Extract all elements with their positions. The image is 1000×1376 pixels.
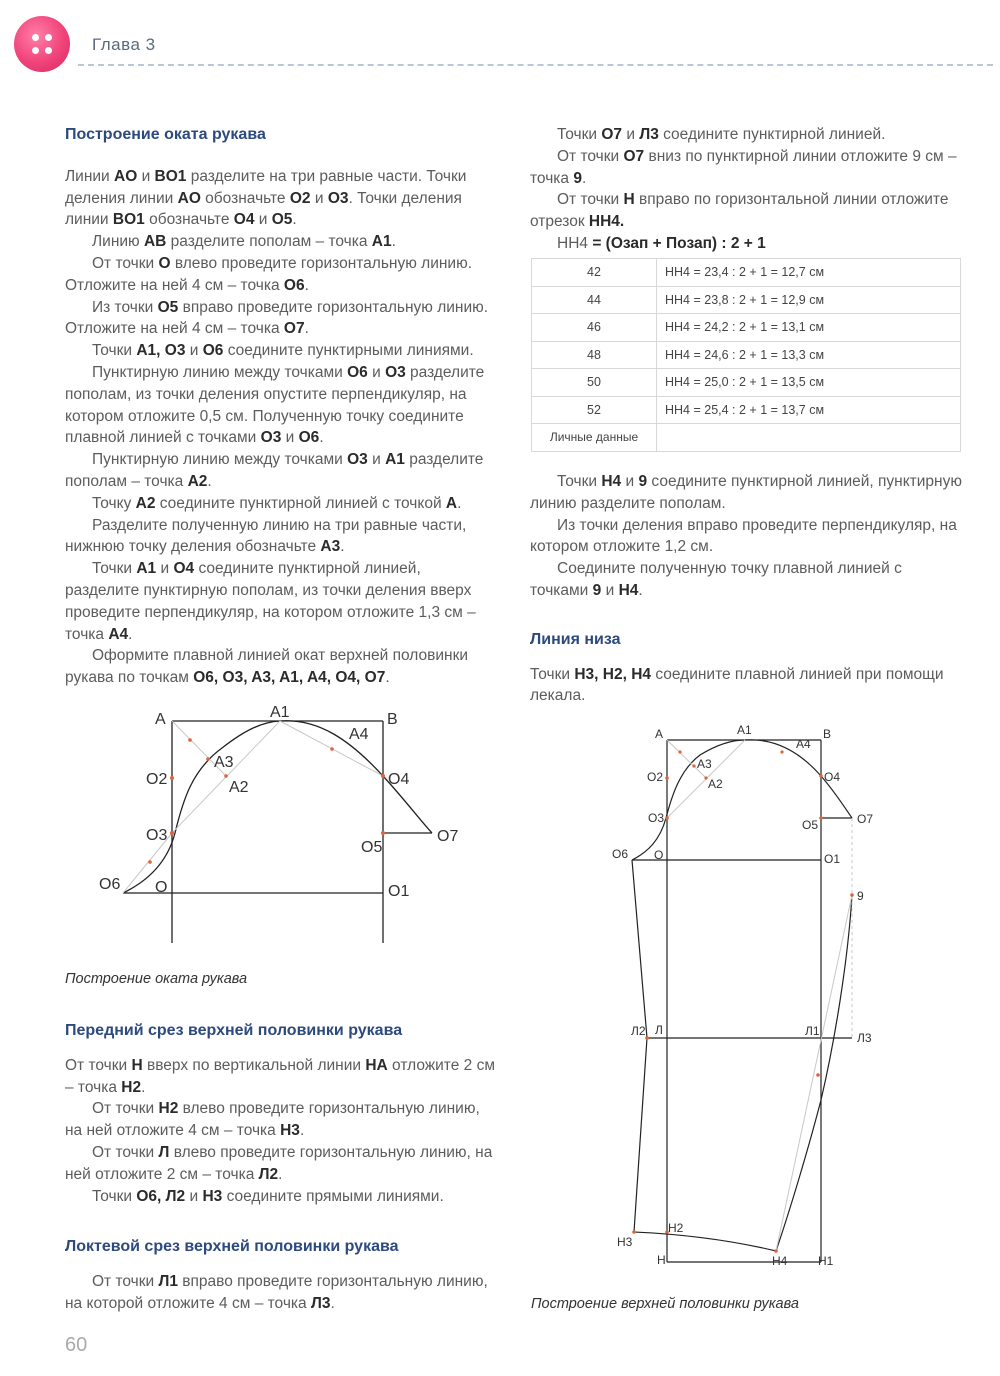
paragraph: Из точки O5 вправо проведите горизонтальную линию. Отложите на ней 4 см – точка O7. [65,298,489,338]
point-name: A [445,494,458,512]
point-name: Н [131,1056,143,1074]
label-A2: A2 [708,777,723,791]
label-A4: A4 [796,737,811,751]
size-cell: 42 [532,259,657,287]
point-name: Л1 [158,1273,178,1291]
point-name: O4 [173,560,195,578]
point-name: Н3, Н2, Н4 [574,665,652,683]
paragraph: Из точки деления вправо проведите перпендикуляр, на котором отложите 1,2 см. [530,516,957,556]
point-name: A1 [385,451,405,469]
point-name: A2 [187,472,208,490]
point-name: Н4 [618,581,639,599]
point-name: 9 [592,581,602,599]
value-cell: НН4 = 23,4 : 2 + 1 = 12,7 см [657,259,961,287]
point-name: A1 [136,560,157,578]
paragraph: Точки O7 и Л3 соедините пунктирной линией. [557,126,886,143]
point-name: O3 [327,189,349,207]
point-name: Л3 [639,126,659,143]
page-number: 60 [65,1334,88,1356]
label-A4: A4 [349,726,369,743]
sewing-button-icon [14,16,70,72]
point-name: Н2 [158,1100,179,1118]
point-name: O3 [260,429,282,447]
label-A1: A1 [737,723,752,737]
point-name: Л3 [310,1294,331,1312]
point-name: O6 [298,429,320,447]
point-marker [330,747,334,751]
point-name: BO1 [112,211,145,229]
point-marker [692,764,695,767]
size-cell: 46 [532,314,657,342]
size-cell: 44 [532,286,657,314]
guide-line [776,895,852,1251]
point-name: O6 [202,342,224,360]
label-O5: O5 [802,818,819,832]
value-cell: НН4 = 23,8 : 2 + 1 = 12,9 см [657,286,961,314]
point-marker [678,750,681,753]
point-name: O7 [601,126,623,143]
paragraph: Точки Н3, Н2, Н4 соедините плавной линией при помощи лекала. [530,665,944,705]
label-H: Н [657,1253,666,1267]
right-column-top [530,124,962,255]
label-B: B [823,727,832,741]
point-name: O [158,254,171,272]
paragraph: Оформите плавной линией окат верхней половинки рукава по точкам O6, O3, A3, A1, A4, O4, O7. [65,647,469,687]
point-name: O7 [623,147,645,165]
point-name: НА [365,1056,388,1074]
paragraph: Пунктирную линию между точками O3 и A1 разделите пополам – точка A2. [65,451,484,490]
formula: НН4 = (Озап + Позап) : 2 + 1 [557,234,766,252]
paragraph: Разделите полученную линию на три равные части, нижнюю точку деления обозначьте A3. [65,516,467,556]
paragraph: Соедините полученную точку плавной линией с точками 9 и Н4. [530,560,902,599]
paragraph: От точки Н вверх по вертикальной линии НА отложите 2 см – точка Н2. [65,1056,495,1096]
label-L2: Л2 [631,1024,646,1038]
label-H3: Н3 [617,1235,633,1249]
table-row [532,286,961,314]
point-marker [774,1249,778,1253]
label-L1: Л1 [805,1024,820,1038]
label-O: O [654,848,664,862]
point-name: O2 [289,189,311,207]
label-O: O [155,879,168,896]
label-A3: A3 [697,757,712,771]
point-marker [188,738,192,742]
point-name: O5 [271,211,293,229]
label-9: 9 [857,889,864,903]
point-name: Н2 [121,1078,142,1096]
point-name: O6 [347,363,368,381]
left-column-bottom [65,1020,497,1315]
point-marker [381,831,385,835]
point-name: O6, Л2 [136,1187,186,1205]
label-O6: O6 [612,847,629,861]
table-row [532,341,961,369]
label-O1: O1 [388,883,410,900]
label-O3: O3 [146,827,168,844]
point-marker [645,1036,649,1040]
upper-sleeve-diagram [600,718,890,1273]
paragraph: Точки Н4 и 9 соедините пунктирной линией, пунктирную линию разделите пополам. [530,473,962,512]
point-marker [170,831,174,835]
label-O2: O2 [146,771,168,788]
label-A1: A1 [270,704,290,721]
point-marker [850,893,854,897]
point-marker [665,816,669,820]
point-name: 9 [638,473,648,490]
right-column-middle [530,471,962,707]
size-cell: 50 [532,369,657,397]
table-row [532,369,961,397]
paragraph: Линии AO и BO1 разделите на три равные части. Точки деления линии AO обозначьте O2 и O3. Точки деления линии BO1 обозначьте O4 и O5. [65,167,467,229]
point-name: AB [143,233,167,251]
point-marker [819,816,823,820]
heading-elbow-cut: Локтевой срез верхней половинки рукава [65,1238,399,1256]
label-O3: O3 [648,811,665,825]
label-A3: A3 [214,754,234,771]
value-cell: НН4 = 24,6 : 2 + 1 = 13,3 см [657,341,961,369]
front-cut-line [632,860,647,1232]
point-name: = (Озап + Позап) : 2 + 1 [588,234,766,252]
value-cell: НН4 = 25,0 : 2 + 1 = 13,5 см [657,369,961,397]
caption-upper-sleeve: Построение верхней половинки рукава [531,1296,799,1312]
label-O1: O1 [824,852,841,866]
point-name: Л2 [258,1165,279,1183]
label-L3: Л3 [857,1031,872,1045]
heading-front-cut: Передний срез верхней половинки рукава [65,1022,403,1039]
point-name: Н3 [280,1122,300,1140]
point-name: A3 [320,538,341,556]
point-name: O4 [233,211,255,229]
point-name: Н4 [601,473,622,490]
label-A2: A2 [229,779,249,796]
paragraph: От точки O7 вниз по пунктирной линии отложите 9 см – точка 9. [530,147,957,187]
header-divider [78,64,993,66]
label-A: A [655,727,664,741]
paragraph: Точки O6, Л2 и Н3 соедините прямыми линиями. [92,1187,444,1205]
point-name: Н [623,191,635,209]
label-H2: Н2 [668,1221,684,1235]
paragraph: Пунктирную линию между точками O6 и O3 разделите пополам, из точки деления опустите перпендикуляр, на котором отложите 0,5 см. Полученную точку соедините плавной линией с точками O3 и O6. [65,363,485,447]
point-name: BO1 [154,167,187,185]
paragraph: Линию AB разделите пополам – точка A1. [92,233,396,251]
point-name: O6, O3, A3, A1, A4, O4, O7 [193,669,386,687]
point-marker [780,750,783,753]
label-O4: O4 [824,770,841,784]
chapter-title: Глава 3 [92,35,156,54]
point-name: O6 [283,276,305,294]
point-name: A1, O3 [136,342,186,360]
label-O7: O7 [437,828,459,845]
point-marker [816,1073,820,1077]
point-name: O3 [385,363,406,381]
sleeve-cap-diagram [90,698,470,948]
point-marker [665,776,669,780]
point-marker [819,774,823,778]
point-marker [632,1230,636,1234]
size-cell: 48 [532,341,657,369]
heading-sleeve-cap: Построение оката рукава [65,126,266,143]
label-B: B [387,711,398,728]
table-row [532,424,961,452]
left-column-top [65,124,497,689]
table-row [532,396,961,424]
hem-curve [634,1232,776,1251]
paragraph: Точки A1, O3 и O6 соедините пунктирными линиями. [92,342,474,360]
point-name: A4 [108,625,129,643]
point-name: O7 [283,320,305,338]
label-O7: O7 [857,812,874,826]
label-H1: Н1 [818,1254,834,1268]
paragraph: От точки Л1 вправо проведите горизонтальную линию, на которой отложите 4 см – точка Л3. [65,1273,488,1312]
point-name: НН4. [588,213,625,231]
point-name: A1 [371,233,392,251]
label-O6: O6 [99,876,121,893]
point-name: Н3 [202,1187,223,1205]
paragraph: Точки A1 и O4 соедините пунктирной линией, разделите пунктирную пополам, из точки деления вверх проведите перпендикуляр, на котором отложите 1,3 см – точка A4. [65,560,476,643]
table-row [532,314,961,342]
paragraph: От точки O влево проведите горизонтальную линию. Отложите на ней 4 см – точка O6. [65,254,473,294]
sleeve-cap-curve [123,721,432,893]
paragraph: От точки Л влево проведите горизонтальную линию, на ней отложите 2 см – точка Л2. [65,1143,493,1183]
label-A: A [155,711,166,728]
point-name: O3 [347,451,368,469]
size-cell: Личные данные [532,424,657,452]
label-H4: Н4 [772,1254,788,1268]
heading-hem-line: Линия низа [530,630,621,648]
table-row [532,259,961,287]
point-marker [170,776,174,780]
point-name: Л [158,1143,170,1161]
point-name: A2 [135,494,156,512]
value-cell: НН4 = 25,4 : 2 + 1 = 13,7 см [657,396,961,424]
point-name: AO [177,189,201,207]
value-cell: НН4 = 24,2 : 2 + 1 = 13,1 см [657,314,961,342]
page-header [0,0,1000,80]
point-marker [224,774,228,778]
paragraph: От точки Н вправо по горизонтальной линии отложите отрезок НН4. [530,191,949,231]
point-marker [381,774,385,778]
paragraph: Точку A2 соедините пунктирной линией с точкой A. [92,494,462,512]
paragraph: От точки Н2 влево проведите горизонтальную линию, на ней отложите 4 см – точка Н3. [65,1100,480,1140]
point-name: O5 [157,298,179,316]
point-marker [206,757,210,761]
label-O5: O5 [361,839,383,856]
value-cell [657,424,961,452]
caption-sleeve-cap: Построение оката рукава [65,971,248,987]
point-name: 9 [573,169,582,187]
size-table [531,258,961,452]
label-L: Л [655,1023,663,1037]
sleeve-cap-curve [632,740,852,860]
size-cell: 52 [532,396,657,424]
label-O2: O2 [647,770,664,784]
point-name: AO [114,167,138,185]
label-O4: O4 [388,771,410,788]
point-marker [148,860,152,864]
